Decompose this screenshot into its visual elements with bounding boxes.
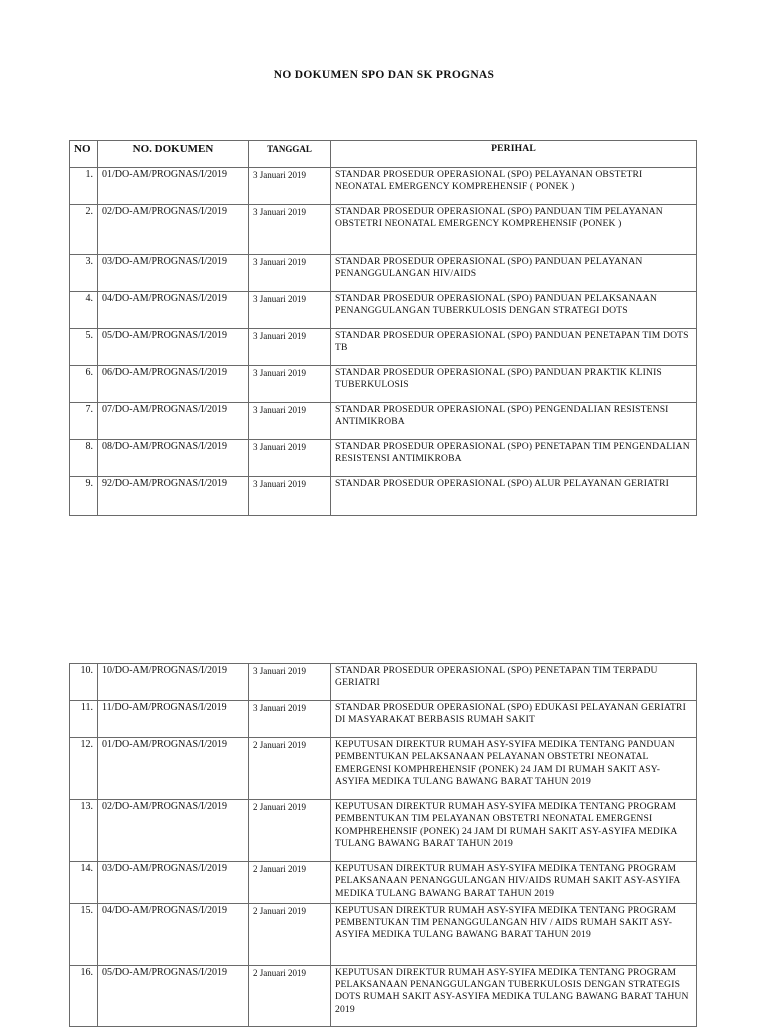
cell-no-dokumen: 10/DO-AM/PROGNAS/I/2019: [98, 664, 249, 701]
cell-perihal: KEPUTUSAN DIREKTUR RUMAH ASY-SYIFA MEDIKA TENTANG PROGRAM PEMBENTUKAN TIM PENANGGULANGAN HIV / AIDS RUMAH SAKIT ASY-ASYIFA MEDIKA TULANG BAWANG BARAT TAHUN 2019: [331, 903, 697, 965]
table-row: [70, 403, 697, 440]
table-row: [70, 800, 697, 862]
cell-tanggal: 2 Januari 2019: [249, 903, 331, 965]
table-row: [70, 701, 697, 738]
cell-perihal: KEPUTUSAN DIREKTUR RUMAH ASY-SYIFA MEDIKA TENTANG PROGRAM PEMBENTUKAN TIM PELAYANAN OBSTETRI NEONATAL EMERGENSI KOMPHREHENSIF (PONEK) 24 JAM DI RUMAH SAKIT ASY-ASYIFA MEDIKA TULANG BAWANG BARAT TAHUN 2019: [331, 800, 697, 862]
cell-perihal: STANDAR PROSEDUR OPERASIONAL (SPO) PENGENDALIAN RESISTENSI ANTIMIKROBA: [331, 403, 697, 440]
cell-no: 13.: [70, 800, 98, 862]
cell-tanggal: 3 Januari 2019: [249, 701, 331, 738]
cell-no-dokumen: 11/DO-AM/PROGNAS/I/2019: [98, 701, 249, 738]
cell-no: 1.: [70, 168, 98, 205]
header-tanggal: TANGGAL: [249, 141, 331, 168]
cell-no: 15.: [70, 903, 98, 965]
table-header-row: [70, 141, 697, 168]
table-row: [70, 477, 697, 516]
table-row: [70, 440, 697, 477]
table-row: [70, 255, 697, 292]
cell-tanggal: 3 Januari 2019: [249, 664, 331, 701]
cell-tanggal: 3 Januari 2019: [249, 292, 331, 329]
table-row: [70, 292, 697, 329]
cell-perihal: STANDAR PROSEDUR OPERASIONAL (SPO) PENETAPAN TIM TERPADU GERIATRI: [331, 664, 697, 701]
cell-perihal: STANDAR PROSEDUR OPERASIONAL (SPO) EDUKASI PELAYANAN GERIATRI DI MASYARAKAT BERBASIS RUMAH SAKIT: [331, 701, 697, 738]
cell-no: 16.: [70, 965, 98, 1026]
cell-no-dokumen: 04/DO-AM/PROGNAS/I/2019: [98, 292, 249, 329]
cell-tanggal: 3 Januari 2019: [249, 168, 331, 205]
table-row: [70, 862, 697, 904]
cell-no-dokumen: 03/DO-AM/PROGNAS/I/2019: [98, 255, 249, 292]
table-row: [70, 329, 697, 366]
cell-no: 7.: [70, 403, 98, 440]
table-row: [70, 965, 697, 1026]
cell-tanggal: 2 Januari 2019: [249, 965, 331, 1026]
cell-no-dokumen: 01/DO-AM/PROGNAS/I/2019: [98, 738, 249, 800]
cell-no-dokumen: 02/DO-AM/PROGNAS/I/2019: [98, 205, 249, 255]
cell-perihal: STANDAR PROSEDUR OPERASIONAL (SPO) PELAYANAN OBSTETRI NEONATAL EMERGENCY KOMPREHENSIF ( PONEK ): [331, 168, 697, 205]
cell-tanggal: 3 Januari 2019: [249, 440, 331, 477]
cell-tanggal: 3 Januari 2019: [249, 255, 331, 292]
cell-no: 11.: [70, 701, 98, 738]
cell-no: 12.: [70, 738, 98, 800]
cell-tanggal: 2 Januari 2019: [249, 738, 331, 800]
cell-perihal: STANDAR PROSEDUR OPERASIONAL (SPO) PANDUAN PRAKTIK KLINIS TUBERKULOSIS: [331, 366, 697, 403]
table-row: [70, 168, 697, 205]
header-no-dokumen: NO. DOKUMEN: [98, 141, 249, 168]
cell-no-dokumen: 02/DO-AM/PROGNAS/I/2019: [98, 800, 249, 862]
cell-no-dokumen: 04/DO-AM/PROGNAS/I/2019: [98, 903, 249, 965]
table-row: [70, 366, 697, 403]
cell-no-dokumen: 05/DO-AM/PROGNAS/I/2019: [98, 329, 249, 366]
cell-no-dokumen: 03/DO-AM/PROGNAS/I/2019: [98, 862, 249, 904]
cell-no-dokumen: 05/DO-AM/PROGNAS/I/2019: [98, 965, 249, 1026]
cell-no: 5.: [70, 329, 98, 366]
cell-no: 14.: [70, 862, 98, 904]
cell-tanggal: 3 Januari 2019: [249, 366, 331, 403]
cell-no: 8.: [70, 440, 98, 477]
cell-tanggal: 2 Januari 2019: [249, 800, 331, 862]
table-row: [70, 903, 697, 965]
cell-perihal: STANDAR PROSEDUR OPERASIONAL (SPO) PANDUAN PELAKSANAAN PENANGGULANGAN TUBERKULOSIS DENGAN STRATEGI DOTS: [331, 292, 697, 329]
table-2-body: [70, 664, 697, 1027]
cell-tanggal: 3 Januari 2019: [249, 477, 331, 516]
document-title: NO DOKUMEN SPO DAN SK PROGNAS: [273, 69, 495, 81]
cell-no: 2.: [70, 205, 98, 255]
cell-no: 6.: [70, 366, 98, 403]
cell-no: 9.: [70, 477, 98, 516]
cell-tanggal: 3 Januari 2019: [249, 403, 331, 440]
table-1-body: [70, 168, 697, 516]
cell-no-dokumen: 92/DO-AM/PROGNAS/I/2019: [98, 477, 249, 516]
cell-perihal: STANDAR PROSEDUR OPERASIONAL (SPO) PANDUAN PELAYANAN PENANGGULANGAN HIV/AIDS: [331, 255, 697, 292]
cell-perihal: STANDAR PROSEDUR OPERASIONAL (SPO) PANDUAN TIM PELAYANAN OBSTETRI NEONATAL EMERGENCY KOMPREHENSIF (PONEK ): [331, 205, 697, 255]
cell-no-dokumen: 08/DO-AM/PROGNAS/I/2019: [98, 440, 249, 477]
cell-no-dokumen: 01/DO-AM/PROGNAS/I/2019: [98, 168, 249, 205]
cell-perihal: STANDAR PROSEDUR OPERASIONAL (SPO) PENETAPAN TIM PENGENDALIAN RESISTENSI ANTIMIKROBA: [331, 440, 697, 477]
cell-no: 4.: [70, 292, 98, 329]
cell-tanggal: 2 Januari 2019: [249, 862, 331, 904]
cell-perihal: KEPUTUSAN DIREKTUR RUMAH ASY-SYIFA MEDIKA TENTANG PROGRAM PELAKSANAAN PENANGGULANGAN TUBERKULOSIS DENGAN STRATEGIS DOTS RUMAH SAKIT ASY-ASYIFA MEDIKA TULANG BAWANG BARAT TAHUN 2019: [331, 965, 697, 1026]
header-no: NO: [70, 141, 98, 168]
cell-perihal: KEPUTUSAN DIREKTUR RUMAH ASY-SYIFA MEDIKA TENTANG PROGRAM PELAKSANAAN PENANGGULANGAN HIV/AIDS RUMAH SAKIT ASY-ASYIFA MEDIKA TULANG BAWANG BARAT TAHUN 2019: [331, 862, 697, 904]
cell-perihal: STANDAR PROSEDUR OPERASIONAL (SPO) ALUR PELAYANAN GERIATRI: [331, 477, 697, 516]
table-row: [70, 664, 697, 701]
table-row: [70, 738, 697, 800]
cell-no: 10.: [70, 664, 98, 701]
cell-no-dokumen: 07/DO-AM/PROGNAS/I/2019: [98, 403, 249, 440]
cell-no-dokumen: 06/DO-AM/PROGNAS/I/2019: [98, 366, 249, 403]
cell-no: 3.: [70, 255, 98, 292]
header-perihal: PERIHAL: [331, 141, 697, 168]
cell-perihal: KEPUTUSAN DIREKTUR RUMAH ASY-SYIFA MEDIKA TENTANG PANDUAN PEMBENTUKAN PELAKSANAAN PELAYANAN OBSTETRI NEONATAL EMERGENSI KOMPHREHENSIF (PONEK) 24 JAM DI RUMAH SAKIT ASY-ASYIFA MEDIKA TULANG BAWANG BARAT TAHUN 2019: [331, 738, 697, 800]
document-table-1: [69, 140, 697, 516]
cell-tanggal: 3 Januari 2019: [249, 329, 331, 366]
cell-perihal: STANDAR PROSEDUR OPERASIONAL (SPO) PANDUAN PENETAPAN TIM DOTS TB: [331, 329, 697, 366]
cell-tanggal: 3 Januari 2019: [249, 205, 331, 255]
table-row: [70, 205, 697, 255]
document-table-2: [69, 663, 697, 1027]
